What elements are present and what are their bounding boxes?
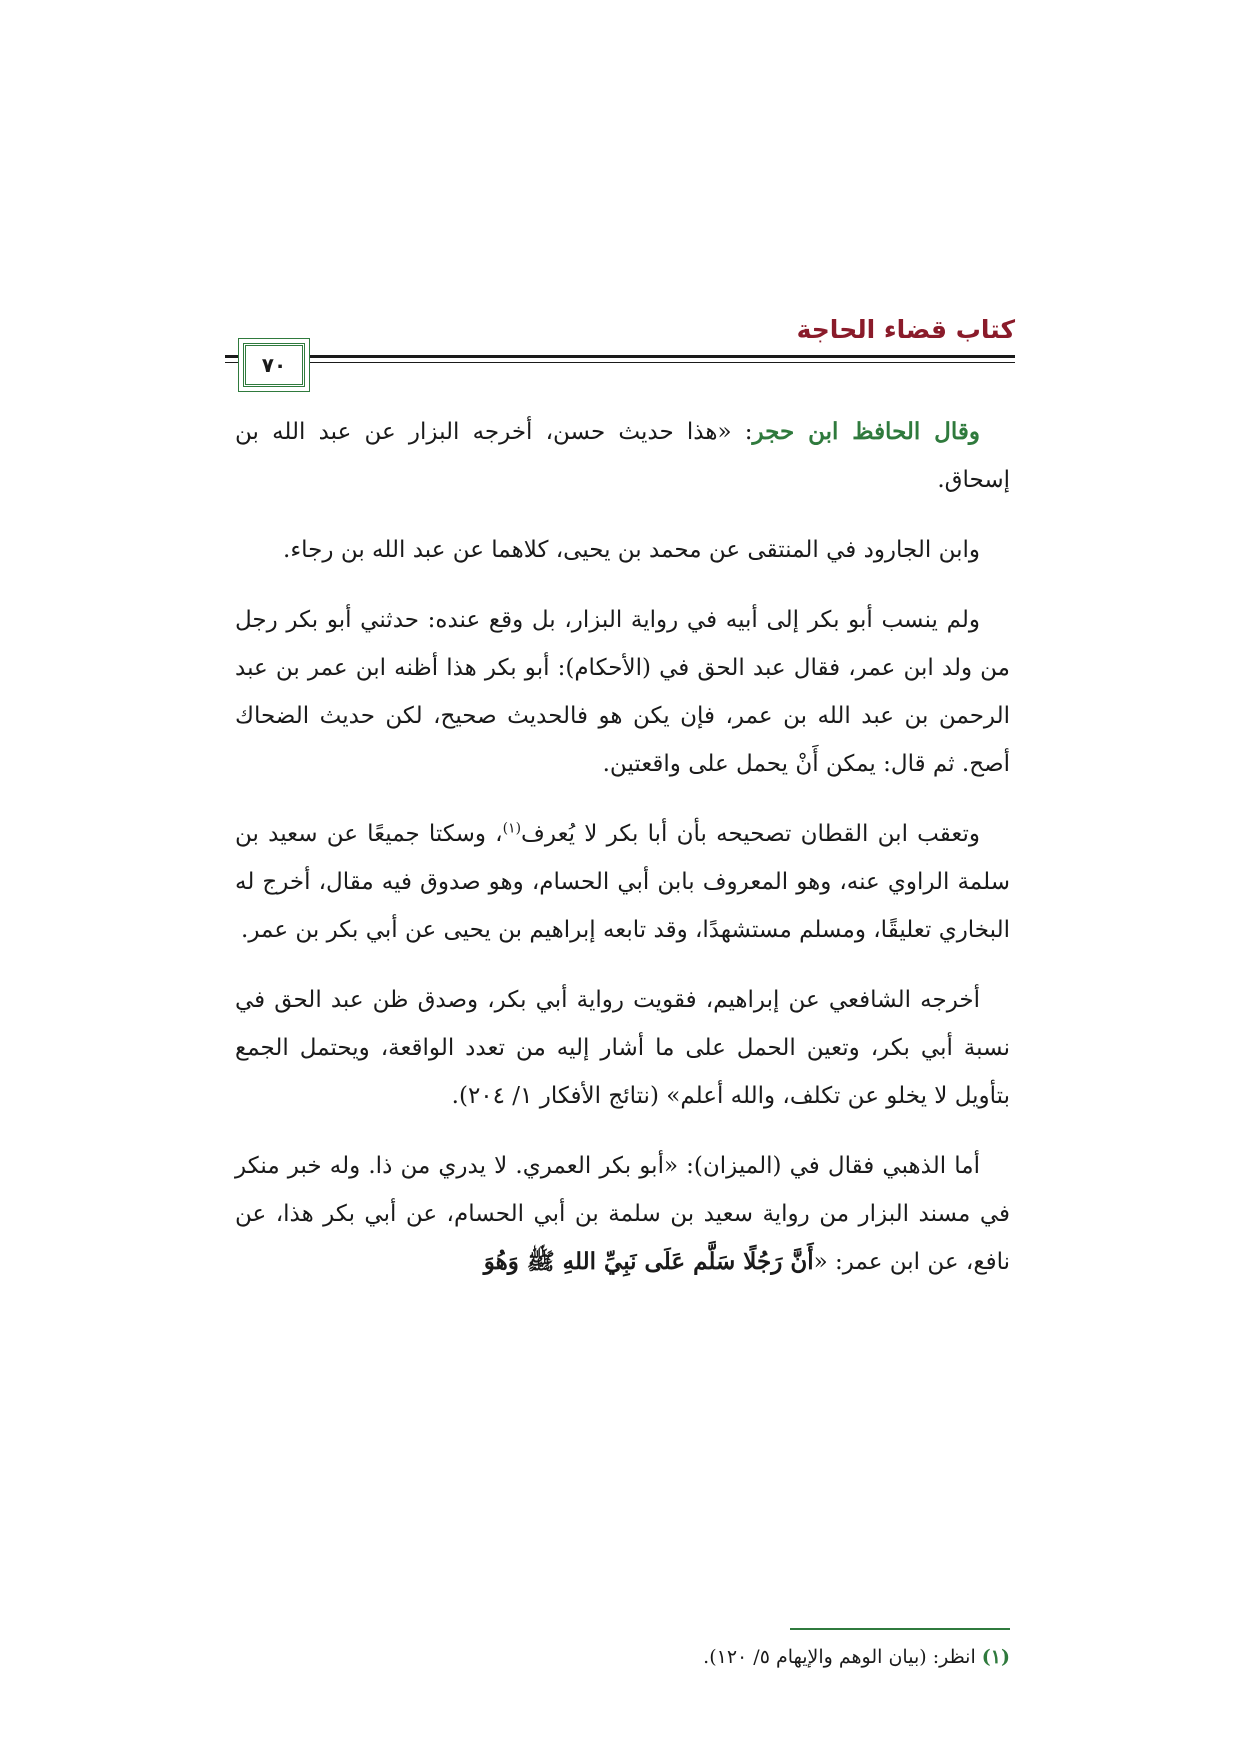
header-rule-thin — [225, 362, 1015, 363]
body-text — [235, 408, 1010, 1308]
paragraph-text: وتعقب ابن القطان تصحيحه بأن أبا بكر لا يُعرف — [521, 821, 980, 847]
paragraph-text: أما الذهبي فقال في (الميزان): «أبو بكر العمري. لا يدري من ذا. وله خبر منكر في مسند البزار من رواية سعيد بن سلمة بن أبي الحسام، عن أبي بكر هذا، عن نافع، عن ابن عمر: « — [235, 1153, 1010, 1275]
paragraph-text: أخرجه الشافعي عن إبراهيم، فقويت رواية أبي بكر، وصدق ظن عبد الحق في نسبة أبي بكر، وتعين الحمل على ما أشار إليه من تعدد الواقعة، ويحتمل الجمع بتأويل لا يخلو عن تكلف، والله أعلم» (نتائج الأفكار ١/ ٢٠٤). — [235, 987, 1010, 1109]
page-number-badge — [243, 343, 305, 387]
paragraph-text: وابن الجارود في المنتقى عن محمد بن يحيى، كلاهما عن عبد الله بن رجاء. — [283, 537, 980, 563]
footnote — [235, 1640, 1010, 1674]
footnote-text: انظر: (بيان الوهم والإيهام ٥/ ١٢٠). — [703, 1646, 976, 1668]
paragraph-1 — [235, 408, 1010, 504]
page-header — [225, 315, 1015, 387]
running-title: كتاب قضاء الحاجة — [796, 315, 1015, 344]
paragraph-4 — [235, 810, 1010, 954]
header-rule-thick — [225, 355, 1015, 358]
paragraph-text: : «هذا حديث حسن، أخرجه البزار عن عبد الله بن إسحاق. — [235, 419, 1010, 493]
paragraph-6 — [235, 1142, 1010, 1286]
page-number: ٧٠ — [261, 353, 287, 377]
paragraph-text: ، وسكتا جميعًا عن سعيد بن سلمة الراوي عنه، وهو المعروف بابن أبي الحسام، وهو صدوق فيه مقال، أخرج له البخاري تعليقًا، ومسلم مستشهدًا، وقد تابعه إبراهيم بن يحيى عن أبي بكر بن عمر. — [235, 821, 1010, 943]
footnote-separator — [790, 1628, 1010, 1630]
hadith-quote: أَنَّ رَجُلًا سَلَّم عَلَى نَبِيِّ اللهِ ﷺ وَهُوَ — [483, 1248, 814, 1275]
paragraph-text: ولم ينسب أبو بكر إلى أبيه في رواية البزار، بل وقع عنده: حدثني أبو بكر رجل من ولد ابن عمر، فقال عبد الحق في (الأحكام): أبو بكر هذا أظنه ابن عمر بن عبد الرحمن بن عبد الله بن عمر، فإن يكن هو فالحديث صحيح، لكن حديث الضحاك أصح. ثم قال: يمكن أَنْ يحمل على واقعتين. — [235, 607, 1010, 777]
paragraph-lead: وقال الحافظ ابن حجر — [752, 418, 980, 445]
paragraph-2 — [235, 526, 1010, 574]
paragraph-3 — [235, 596, 1010, 788]
footnote-reference[interactable]: (١) — [502, 820, 522, 837]
paragraph-5 — [235, 976, 1010, 1120]
footnote-number: (١) — [981, 1646, 1010, 1668]
